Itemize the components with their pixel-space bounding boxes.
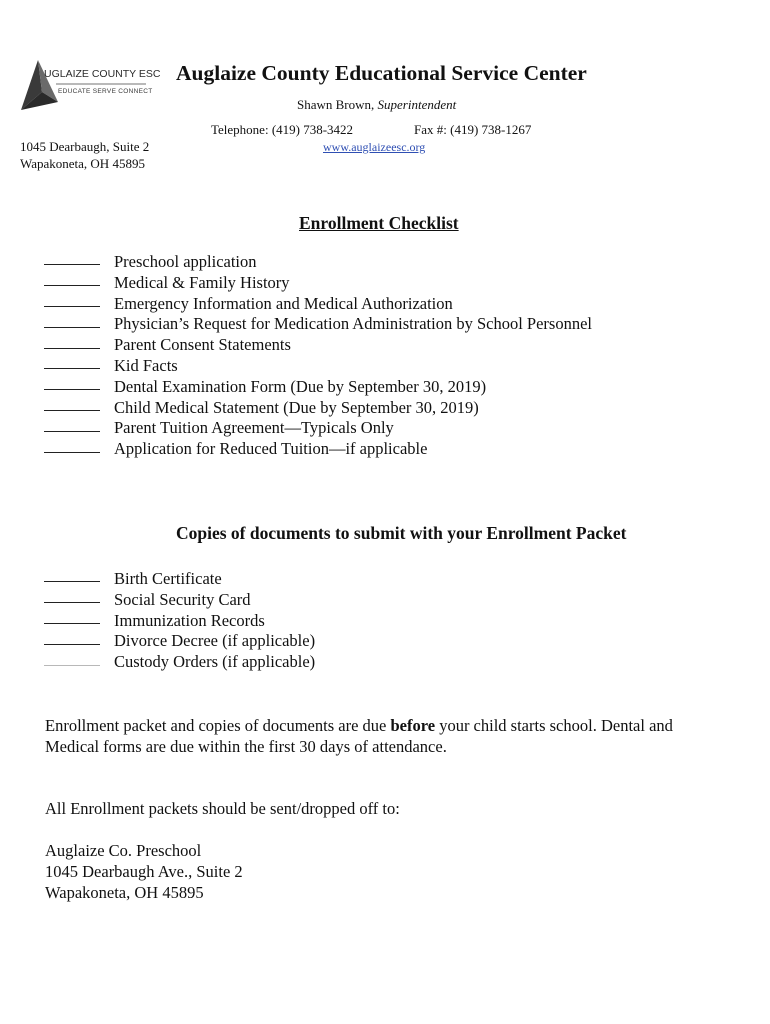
list-item-label: Application for Reduced Tuition—if applicable <box>114 439 428 459</box>
list-item-label: Emergency Information and Medical Authorization <box>114 293 453 313</box>
list-item-label: Social Security Card <box>114 589 251 609</box>
list-item-label: Divorce Decree (if applicable) <box>114 631 316 651</box>
checkbox-blank[interactable] <box>44 335 100 349</box>
list-item <box>44 252 592 273</box>
list-item-label: Medical & Family History <box>114 272 290 292</box>
copies-checklist <box>44 569 315 673</box>
list-item <box>44 590 315 611</box>
superintendent-title: Superintendent <box>377 97 457 112</box>
checkbox-blank[interactable] <box>44 293 100 307</box>
send-to-note: All Enrollment packets should be sent/dropped off to: <box>45 799 400 818</box>
superintendent <box>297 97 456 113</box>
list-item <box>44 356 592 377</box>
list-item-label: Immunization Records <box>114 610 265 630</box>
list-item-label: Physician’s Request for Medication Administration by School Personnel <box>114 314 592 334</box>
list-item-label: Birth Certificate <box>114 569 222 588</box>
due-note <box>45 715 673 757</box>
list-item <box>44 569 315 590</box>
checkbox-blank[interactable] <box>44 376 100 390</box>
checkbox-blank[interactable] <box>44 272 100 286</box>
fax: Fax #: (419) 738-1267 <box>414 122 532 137</box>
logo-text: UGLAIZE COUNTY ESC <box>44 68 161 80</box>
list-item <box>44 314 592 335</box>
list-item <box>44 398 592 419</box>
logo-tagline: EDUCATE SERVE CONNECT <box>58 88 153 95</box>
checklist-title: Enrollment Checklist <box>299 213 459 233</box>
list-item <box>44 418 592 439</box>
checkbox-blank[interactable] <box>44 631 100 645</box>
checkbox-blank[interactable] <box>44 589 100 603</box>
list-item <box>44 377 592 398</box>
address-line-1: 1045 Dearbaugh, Suite 2 <box>20 139 150 154</box>
telephone: Telephone: (419) 738-3422 <box>211 122 354 137</box>
esc-logo <box>18 58 168 114</box>
list-item <box>44 294 592 315</box>
copies-title: Copies of documents to submit with your Enrollment Packet <box>176 523 627 543</box>
mailing-street: 1045 Dearbaugh Ave., Suite 2 <box>45 862 243 881</box>
list-item <box>44 652 315 673</box>
enrollment-checklist <box>44 252 592 460</box>
checkbox-blank[interactable] <box>44 397 100 411</box>
list-item-label: Parent Consent Statements <box>114 335 291 355</box>
list-item <box>44 273 592 294</box>
checkbox-blank[interactable] <box>44 652 100 666</box>
list-item-label: Parent Tuition Agreement—Typicals Only <box>114 418 394 438</box>
due-note-text: Enrollment packet and copies of documents are due <box>45 716 391 735</box>
checkbox-blank[interactable] <box>44 418 100 432</box>
checkbox-blank[interactable] <box>44 439 100 453</box>
list-item <box>44 439 592 460</box>
website-link[interactable]: www.auglaizeesc.org <box>323 140 426 154</box>
checkbox-blank[interactable] <box>44 610 100 624</box>
due-note-text-end: your child starts school. Dental and <box>435 716 673 735</box>
mailing-address <box>45 840 243 903</box>
org-title: Auglaize County Educational Service Center <box>176 61 587 85</box>
list-item-label: Custody Orders (if applicable) <box>114 652 316 672</box>
list-item-label: Kid Facts <box>114 355 178 375</box>
list-item <box>44 335 592 356</box>
superintendent-name: Shawn Brown, <box>297 97 375 112</box>
list-item <box>44 631 315 652</box>
checkbox-blank[interactable] <box>44 251 100 265</box>
list-item <box>44 611 315 632</box>
mailing-city: Wapakoneta, OH 45895 <box>45 883 204 902</box>
logo-triangle-icon <box>18 58 168 114</box>
checkbox-blank[interactable] <box>44 355 100 369</box>
mailing-name: Auglaize Co. Preschool <box>45 841 202 860</box>
address-line-2: Wapakoneta, OH 45895 <box>20 156 145 171</box>
checkbox-blank[interactable] <box>44 568 100 582</box>
due-note-line-2: Medical forms are due within the first 30 days of attendance. <box>45 737 447 756</box>
list-item-label: Dental Examination Form (Due by September 30, 2019) <box>114 376 487 396</box>
list-item-label: Preschool application <box>114 252 257 271</box>
list-item-label: Child Medical Statement (Due by September 30, 2019) <box>114 397 479 417</box>
checkbox-blank[interactable] <box>44 314 100 328</box>
due-note-emphasis: before <box>390 716 436 735</box>
